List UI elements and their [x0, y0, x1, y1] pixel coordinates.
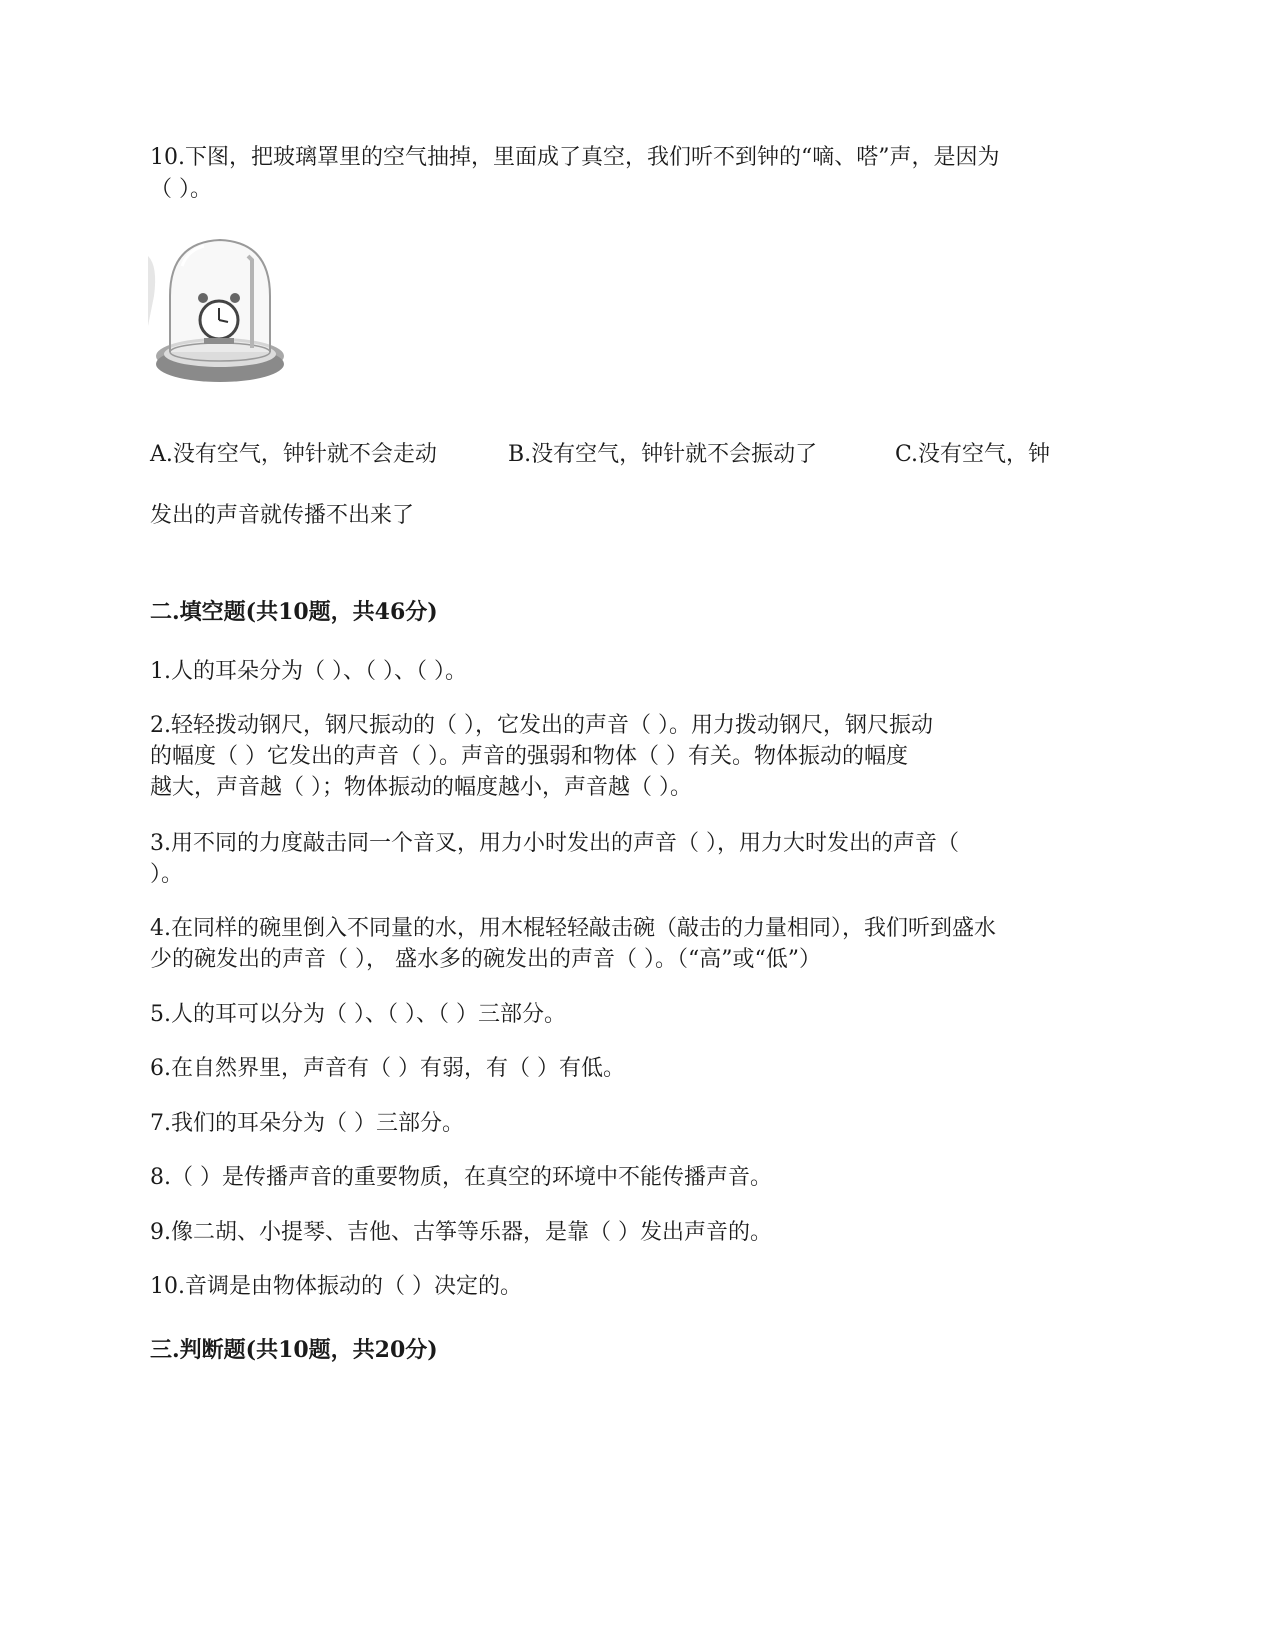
- fill-question-8: 8.（ ）是传播声音的重要物质，在真空的环境中不能传播声音。: [150, 1165, 772, 1190]
- fill-question-1: 1.人的耳朵分为（ ）、（ ）、（ ）。: [150, 659, 467, 684]
- fill-question-10: 10.音调是由物体振动的（ ）决定的。: [150, 1274, 522, 1299]
- fill-question-7: 7.我们的耳朵分为（ ）三部分。: [150, 1111, 464, 1136]
- fill-question-3-line1: 3.用不同的力度敲击同一个音叉，用力小时发出的声音（ ），用力大时发出的声音（: [150, 831, 959, 856]
- question-10-text-line1: 10.下图，把玻璃罩里的空气抽掉，里面成了真空，我们听不到钟的“嘀、嗒”声，是因为: [150, 145, 1000, 170]
- fill-question-5: 5.人的耳可以分为（ ）、（ ）、（ ）三部分。: [150, 1002, 566, 1027]
- fill-question-2-line2: 的幅度（ ）它发出的声音（ ）。声音的强弱和物体（ ）有关。物体振动的幅度: [150, 744, 908, 769]
- bell-jar-alarm-clock-icon: [148, 236, 288, 401]
- option-a: A.没有空气，钟针就不会走动: [150, 442, 437, 467]
- section-2-title: 二.填空题(共10题，共46分): [150, 599, 438, 625]
- question-10-text-line2: （ ）。: [150, 177, 212, 202]
- option-c: C.没有空气，钟: [895, 442, 1051, 467]
- fill-question-2-line3: 越大，声音越（ ）；物体振动的幅度越小，声音越（ ）。: [150, 775, 692, 800]
- fill-question-4-line1: 4.在同样的碗里倒入不同量的水，用木棍轻轻敲击碗（敲击的力量相同），我们听到盛水: [150, 916, 996, 941]
- option-c-continued: 发出的声音就传播不出来了: [150, 503, 415, 528]
- fill-question-6: 6.在自然界里，声音有（ ）有弱，有（ ）有低。: [150, 1056, 625, 1081]
- section-3-title: 三.判断题(共10题，共20分): [150, 1337, 438, 1363]
- fill-question-9: 9.像二胡、小提琴、吉他、古筝等乐器，是靠（ ）发出声音的。: [150, 1220, 772, 1245]
- fill-question-4-line2: 少的碗发出的声音（ ）， 盛水多的碗发出的声音（ ）。（“高”或“低”）: [150, 947, 821, 972]
- fill-question-3-line2: ）。: [150, 862, 184, 887]
- option-b: B.没有空气，钟针就不会振动了: [508, 442, 818, 467]
- fill-question-2-line1: 2.轻轻拨动钢尺，钢尺振动的（ ），它发出的声音（ ）。用力拨动钢尺，钢尺振动: [150, 713, 933, 738]
